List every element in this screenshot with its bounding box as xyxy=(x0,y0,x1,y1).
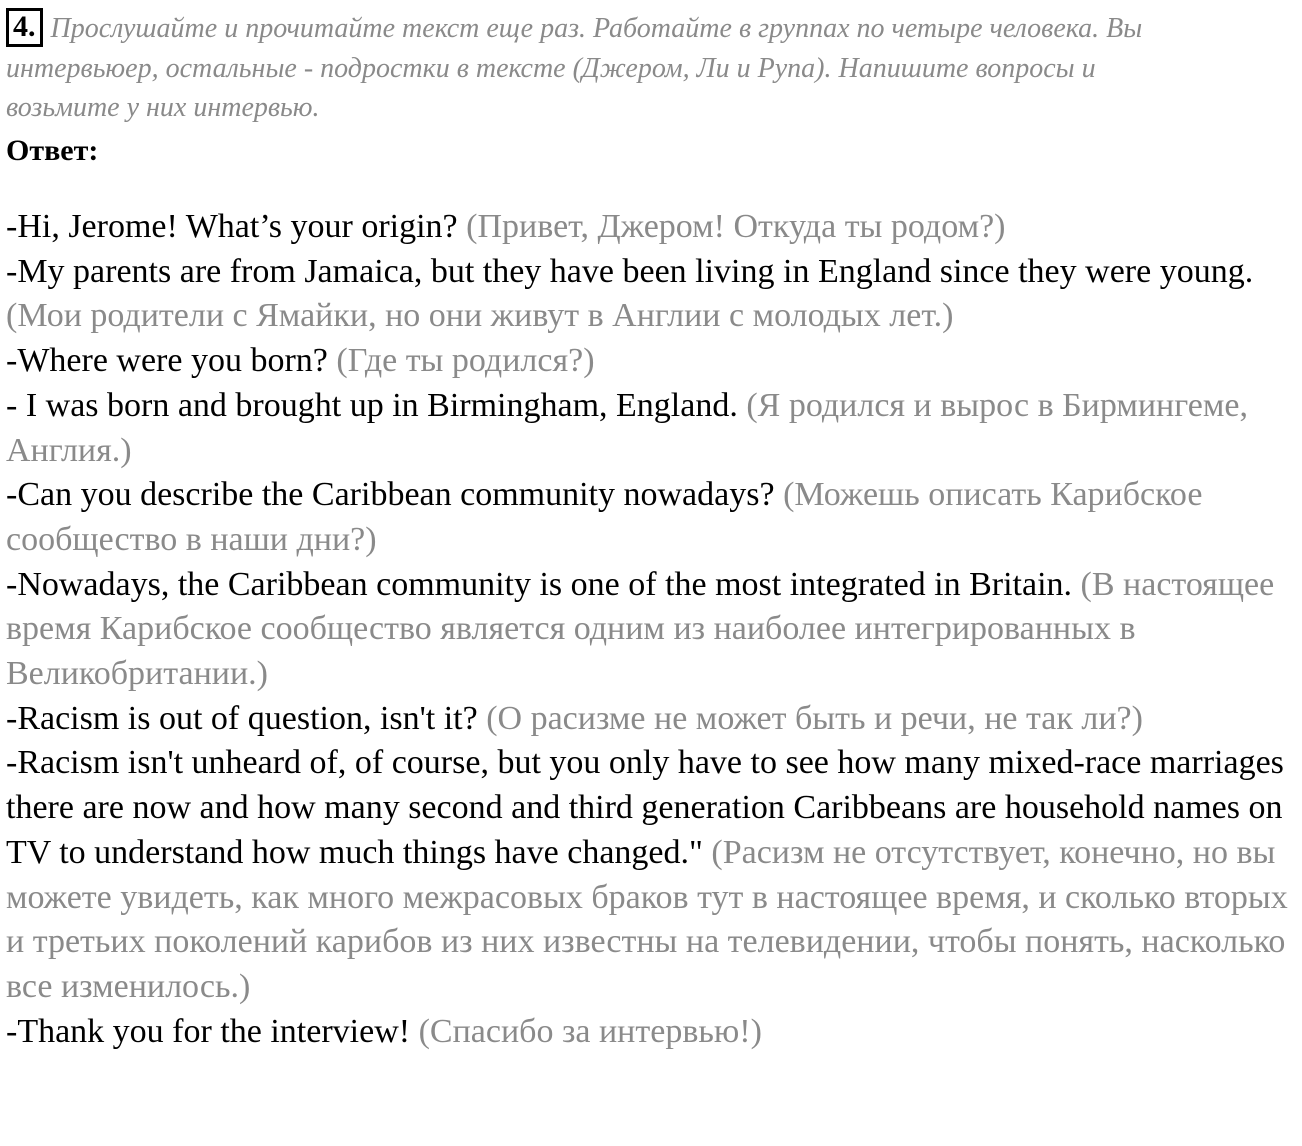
dialogue-line xyxy=(6,1010,1302,1055)
dialogue-translation: (Привет, Джером! Откуда ты родом?) xyxy=(466,208,1006,245)
dialogue-english: -Nowadays, the Caribbean community is one of the most integrated in Britain. xyxy=(6,565,1073,603)
dialogue-line xyxy=(6,473,1302,562)
dialogue-line xyxy=(6,384,1302,473)
dialogue-english: - I was born and brought up in Birmingham, England. xyxy=(6,386,738,424)
dialogue-line xyxy=(6,250,1302,339)
answer-label: Ответ: xyxy=(6,134,99,167)
dialogue-english: -Thank you for the interview! xyxy=(6,1012,411,1050)
task-text: Прослушайте и прочитайте текст еще раз. Работайте в группах по четыре человека. Вы интервьюер, остальные - подростки в тексте (Джером, Ли и Рупа). Напишите вопросы и возьмите у них интервью. xyxy=(6,13,1143,123)
dialogue-translation: (Расизм не отсутствует, конечно, но вы можете увидеть, как много межрасовых браков тут в настоящее время, и сколько вторых и третьих поколений карибов из них известны на телевидении, чтобы понять, насколько все изменилось.) xyxy=(6,833,1288,1005)
dialogue-translation: (Можешь описать Карибское сообщество в наши дни?) xyxy=(6,476,1203,558)
task-number: 4. xyxy=(6,8,43,47)
dialogue-line xyxy=(6,697,1302,742)
dialogue-english: -My parents are from Jamaica, but they have been living in England since they were young. xyxy=(6,252,1254,290)
dialogue-line xyxy=(6,205,1302,250)
dialogue-english: -Can you describe the Caribbean community nowadays? xyxy=(6,476,775,514)
dialogue xyxy=(6,205,1302,1054)
dialogue-english: -Racism isn't unheard of, of course, but you only have to see how many mixed-race marriages there are now and how many second and third generation Caribbeans are household names on TV to understand how much things have changed." xyxy=(6,744,1284,871)
dialogue-translation: (Я родился и вырос в Бирмингеме, Англия.) xyxy=(6,386,1248,469)
dialogue-translation: (В настоящее время Карибское сообщество является одним из наиболее интегрированных в Великобритании.) xyxy=(6,565,1275,693)
dialogue-translation: (Спасибо за интервью!) xyxy=(418,1012,762,1050)
dialogue-translation: (Где ты родился?) xyxy=(336,342,595,380)
dialogue-english: -Where were you born? xyxy=(6,342,328,380)
dialogue-line xyxy=(6,339,1302,384)
dialogue-line xyxy=(6,563,1302,697)
task-instruction xyxy=(6,8,1206,128)
dialogue-line xyxy=(6,741,1302,1009)
dialogue-translation: (Мои родители с Ямайки, но они живут в Англии с молодых лет.) xyxy=(6,297,954,335)
dialogue-translation: (О расизме не может быть и речи, не так ли?) xyxy=(486,699,1143,737)
dialogue-english: -Racism is out of question, isn't it? xyxy=(6,699,478,737)
dialogue-english: -Hi, Jerome! What’s your origin? xyxy=(6,208,458,245)
